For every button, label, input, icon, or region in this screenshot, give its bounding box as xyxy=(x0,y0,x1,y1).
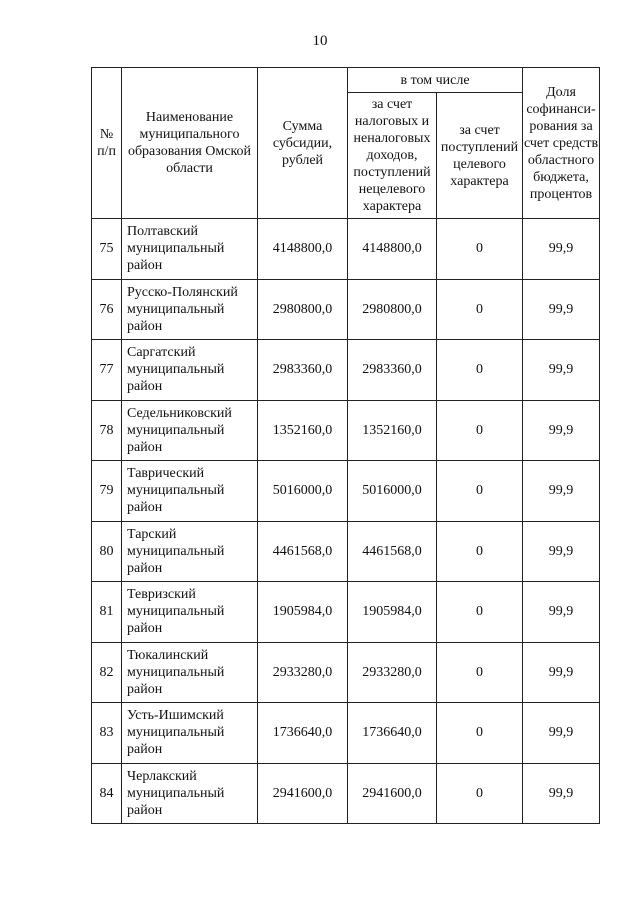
row-number-cell: 79 xyxy=(92,461,122,522)
cofinancing-share-cell: 99,9 xyxy=(523,582,600,643)
header-including: в том числе xyxy=(348,68,523,93)
target-income-cell: 0 xyxy=(437,642,523,703)
table-row xyxy=(92,703,600,764)
row-number-cell: 80 xyxy=(92,521,122,582)
subsidy-sum-cell: 2983360,0 xyxy=(258,340,348,401)
nontarget-income-cell: 2933280,0 xyxy=(348,642,437,703)
subsidy-sum-cell: 1905984,0 xyxy=(258,582,348,643)
nontarget-income-cell: 2983360,0 xyxy=(348,340,437,401)
cofinancing-share-cell: 99,9 xyxy=(523,642,600,703)
subsidy-sum-cell: 1736640,0 xyxy=(258,703,348,764)
nontarget-income-cell: 1736640,0 xyxy=(348,703,437,764)
row-number-cell: 77 xyxy=(92,340,122,401)
municipality-name-cell: Черлакский муниципальный район xyxy=(122,763,258,824)
row-number-cell: 75 xyxy=(92,219,122,280)
target-income-cell: 0 xyxy=(437,703,523,764)
table-row xyxy=(92,461,600,522)
cofinancing-share-cell: 99,9 xyxy=(523,340,600,401)
municipality-name-cell: Полтавский муниципальный район xyxy=(122,219,258,280)
cofinancing-share-cell: 99,9 xyxy=(523,279,600,340)
municipality-name-cell: Тевризский муниципальный район xyxy=(122,582,258,643)
subsidy-sum-cell: 4148800,0 xyxy=(258,219,348,280)
municipality-name-cell: Русско-Полянский муниципальный район xyxy=(122,279,258,340)
municipality-name-cell: Саргатский муниципальный район xyxy=(122,340,258,401)
table-row xyxy=(92,279,600,340)
table-row xyxy=(92,642,600,703)
target-income-cell: 0 xyxy=(437,219,523,280)
header-nontarget-income: за счет налоговых и неналоговых доходов, поступлений нецелевого характера xyxy=(348,93,437,219)
nontarget-income-cell: 1352160,0 xyxy=(348,400,437,461)
target-income-cell: 0 xyxy=(437,582,523,643)
header-subsidy-sum: Сумма субсидии, рублей xyxy=(258,68,348,219)
nontarget-income-cell: 4461568,0 xyxy=(348,521,437,582)
table-row xyxy=(92,582,600,643)
subsidy-sum-cell: 2941600,0 xyxy=(258,763,348,824)
nontarget-income-cell: 2980800,0 xyxy=(348,279,437,340)
cofinancing-share-cell: 99,9 xyxy=(523,400,600,461)
header-number: № п/п xyxy=(92,68,122,219)
municipality-name-cell: Тюкалинский муниципальный район xyxy=(122,642,258,703)
cofinancing-share-cell: 99,9 xyxy=(523,521,600,582)
header-municipality: Наименование муниципального образования Омской области xyxy=(122,68,258,219)
row-number-cell: 82 xyxy=(92,642,122,703)
row-number-cell: 84 xyxy=(92,763,122,824)
target-income-cell: 0 xyxy=(437,279,523,340)
subsidy-sum-cell: 1352160,0 xyxy=(258,400,348,461)
table-row xyxy=(92,521,600,582)
row-number-cell: 83 xyxy=(92,703,122,764)
nontarget-income-cell: 2941600,0 xyxy=(348,763,437,824)
table-row xyxy=(92,219,600,280)
cofinancing-share-cell: 99,9 xyxy=(523,461,600,522)
subsidy-sum-cell: 4461568,0 xyxy=(258,521,348,582)
nontarget-income-cell: 5016000,0 xyxy=(348,461,437,522)
target-income-cell: 0 xyxy=(437,521,523,582)
target-income-cell: 0 xyxy=(437,461,523,522)
subsidy-sum-cell: 5016000,0 xyxy=(258,461,348,522)
subsidy-table xyxy=(91,67,600,824)
subsidy-sum-cell: 2980800,0 xyxy=(258,279,348,340)
nontarget-income-cell: 4148800,0 xyxy=(348,219,437,280)
row-number-cell: 81 xyxy=(92,582,122,643)
target-income-cell: 0 xyxy=(437,400,523,461)
nontarget-income-cell: 1905984,0 xyxy=(348,582,437,643)
page-number: 10 xyxy=(312,33,328,49)
header-target-income: за счет поступлений целевого характера xyxy=(437,93,523,219)
header-cofinancing-share: Доля софинанси-рования за счет средств областного бюджета, процентов xyxy=(523,68,600,219)
subsidy-sum-cell: 2933280,0 xyxy=(258,642,348,703)
cofinancing-share-cell: 99,9 xyxy=(523,219,600,280)
table-row xyxy=(92,763,600,824)
row-number-cell: 78 xyxy=(92,400,122,461)
municipality-name-cell: Таврический муниципальный район xyxy=(122,461,258,522)
row-number-cell: 76 xyxy=(92,279,122,340)
municipality-name-cell: Седельниковский муниципальный район xyxy=(122,400,258,461)
table-row xyxy=(92,400,600,461)
cofinancing-share-cell: 99,9 xyxy=(523,703,600,764)
municipality-name-cell: Тарский муниципальный район xyxy=(122,521,258,582)
table-row xyxy=(92,340,600,401)
cofinancing-share-cell: 99,9 xyxy=(523,763,600,824)
target-income-cell: 0 xyxy=(437,763,523,824)
municipality-name-cell: Усть-Ишимский муниципальный район xyxy=(122,703,258,764)
target-income-cell: 0 xyxy=(437,340,523,401)
